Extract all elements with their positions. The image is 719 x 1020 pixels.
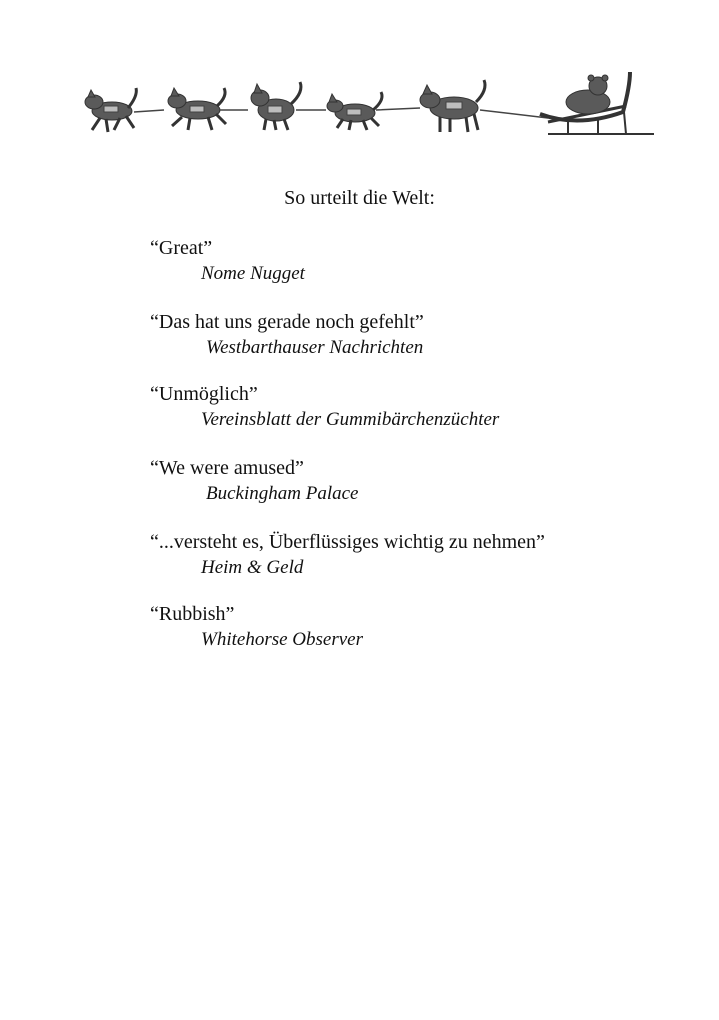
quote-text: “Unmöglich”: [150, 383, 258, 405]
quote-text: “We were amused”: [150, 457, 304, 479]
review-quote: [150, 601, 690, 653]
review-quote: [150, 529, 690, 581]
quote-source: Westbarthauser Nachrichten: [206, 337, 424, 358]
page-heading: So urteilt die Welt:: [284, 187, 435, 209]
quote-text: “Rubbish”: [150, 603, 235, 625]
sled-dog-icon: [420, 80, 485, 132]
sled-dog-icon: [168, 88, 226, 130]
quote-text: “...versteht es, Überflüssiges wichtig zu nehmen”: [150, 531, 545, 553]
quote-text: “Great”: [150, 237, 213, 259]
sled-dog-icon: [251, 82, 301, 130]
quote-source: Heim & Geld: [201, 557, 304, 578]
review-quote: [150, 309, 690, 361]
dog-sled-team-icon: [78, 66, 658, 142]
sled-dog-icon: [327, 92, 382, 130]
quote-source: Nome Nugget: [201, 263, 305, 284]
review-quote: [150, 235, 690, 287]
review-quote: [150, 381, 690, 433]
quote-text: “Das hat uns gerade noch gefehlt”: [150, 311, 424, 333]
sled-icon: [540, 72, 654, 134]
review-quote: [150, 455, 690, 507]
sled-dog-icon: [85, 88, 136, 132]
quote-source: Buckingham Palace: [206, 483, 359, 504]
quote-source: Whitehorse Observer: [201, 629, 363, 650]
quote-source: Vereinsblatt der Gummibärchenzüchter: [201, 409, 500, 430]
